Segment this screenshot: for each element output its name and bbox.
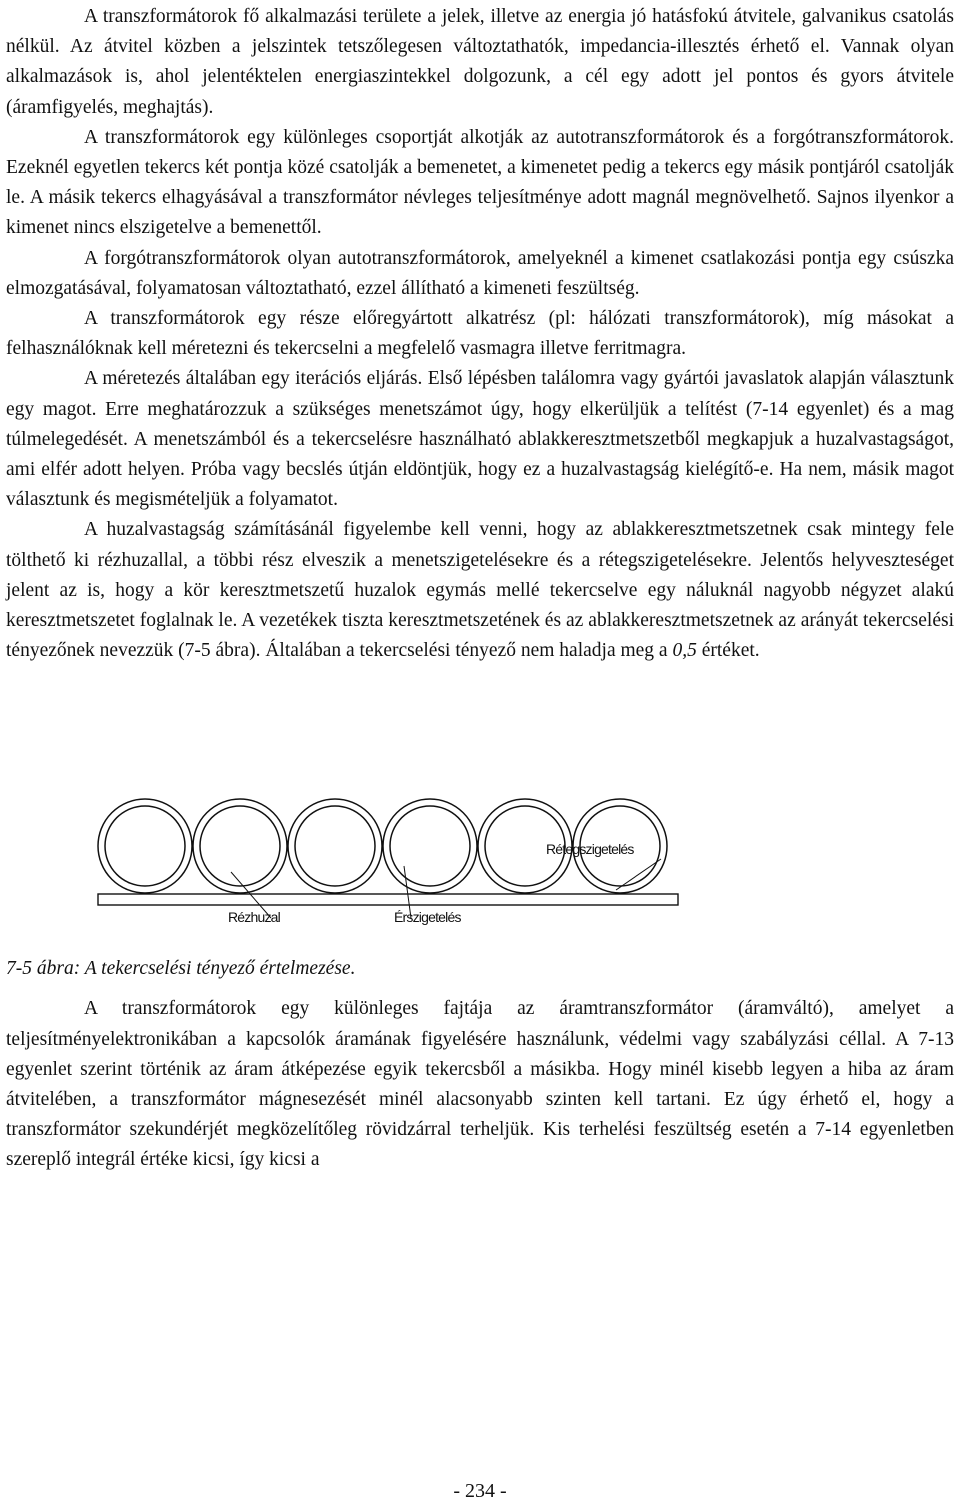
paragraph-design-iteration: A méretezés általában egy iterációs eljárás. Első lépésben találomra vagy gyártói javaslatok alapján választunk egy magot. Erre meghatározzuk a szükséges menetszámot úgy, hogy elkerüljük a telítést (7-14 egyenlet) és a mag túlmelegedését. A menetszámból és a tekercselésre használható ablakkeresztmetszetből megkapjuk a huzalvastagságot, ami elfér adott helyen. Próba vagy becslés útján eldöntjük, hogy ez a huzalvastagság kielégítő-e. Ha nem, másik magot választunk és megismételjük a folyamatot. — [6, 368, 954, 511]
paragraph-winding-factor — [6, 515, 954, 666]
winding-factor-text-end: értéket. — [696, 640, 760, 662]
winding-factor-text: A huzalvastagság számításánál figyelembe kell venni, hogy az ablakkeresztmetszetnek csak mintegy fele tölthető ki rézhuzallal, a többi rész elveszik a menetszigetelésekre és a rétegszigetelésekre. Jelentős helyveszteséget jelent az is, hogy a kör keresztmetszetű huzalok egymás mellé tekercselve egy náluknál nagyobb négyzet alakú keresztmetszetet foglalnak le. A vezetékek tiszta keresztmetszetének és az ablakkeresztmetszetnek az arányát tekercselési tényezőnek nevezzük (7-5 ábra). Általában a tekercselési tényező nem haladja meg a — [6, 519, 954, 662]
copper-wire-core — [295, 806, 375, 886]
paragraph-prefabricated: A transzformátorok egy része előregyártott alkatrész (pl: hálózati transzformátorok), míg másokat a felhasználóknak kell méretezni és tekercselni a megfelelő vasmagra illetve ferritmagra. — [6, 308, 954, 360]
copper-wire-core — [200, 806, 280, 886]
figure-caption — [6, 954, 954, 984]
paragraph-intro: A transzformátorok fő alkalmazási területe a jelek, illetve az energia jó hatásfokú átvitele, galvanikus csatolás nélkül. Az átvitel közben a jelszintek tetszőlegesen változtathatók, impedancia-illesztés érhető el. Vannak olyan alkalmazások is, ahol jelentéktelen energiaszintekkel dolgozunk, a cél egy adott jel pontos és gyors átvitele (áramfigyelés, meghajtás). — [6, 6, 954, 118]
paragraph-current-transformer: A transzformátorok egy különleges fajtája az áramtranszformátor (áramváltó), amelyet a teljesítményelektronikában a kapcsolók áramának figyelésére használunk, védelmi vagy szabályzási céllal. A 7-13 egyenlet szerint történik az áram átképezése egyik tekercsből a másikba. Hogy minél kisebb legyen a hiba az áram átvitelében, a transzformátor mágnesezését minél alacsonyabb szinten kell tartani. Ez úgy érhető el, hogy a transzformátor szekundérjét megközelítőleg rövidzárral terheljük. Kis terhelési feszültség esetén a 7-14 egyenletben szereplő integrál értéke kicsi, így kicsi a — [6, 998, 954, 1171]
insulated-wire — [193, 799, 287, 893]
label-wire-insulation: Érszigetelés — [394, 909, 461, 926]
insulated-wire — [383, 799, 477, 893]
winding-cross-section-diagram — [6, 684, 954, 950]
document-page — [6, 2, 954, 1176]
insulated-wire — [98, 799, 192, 893]
label-copper-wire: Rézhuzal — [228, 909, 280, 926]
paragraph-autotransformers: A transzformátorok egy különleges csoportját alkotják az autotranszformátorok és a forgótranszformátorok. Ezeknél egyetlen tekercs két pontja közé csatolják a bemenetet, a kimenetet pedig a tekercs egy másik pontjáról csatolják le. A másik tekercs elhagyásával a transzformátor névleges teljesítménye adott magnál megnövelhető. Sajnos ilyenkor a kimenet nincs elszigetelve a bemenettől. — [6, 126, 954, 239]
copper-wire-core — [105, 806, 185, 886]
label-layer-insulation: Rétegszigetelés — [546, 841, 634, 858]
copper-wire-core — [390, 806, 470, 886]
layer-insulation-strip — [98, 894, 678, 905]
insulated-wire — [288, 799, 382, 893]
winding-factor-figure — [6, 684, 954, 950]
page-number: - 234 - — [453, 1480, 507, 1502]
caption-number: 7-5 ábra: — [6, 958, 81, 980]
winding-factor-value: 0,5 — [672, 640, 697, 662]
paragraph-variable-transformers: A forgótranszformátorok olyan autotranszformátorok, amelyeknél a kimenet csatlakozási pontja egy csúszka elmozgatásával, folyamatosan változtatható, ezzel állítható a kimeneti feszültség. — [6, 247, 954, 299]
caption-text: A tekercselési tényező értelmezése. — [80, 958, 356, 980]
